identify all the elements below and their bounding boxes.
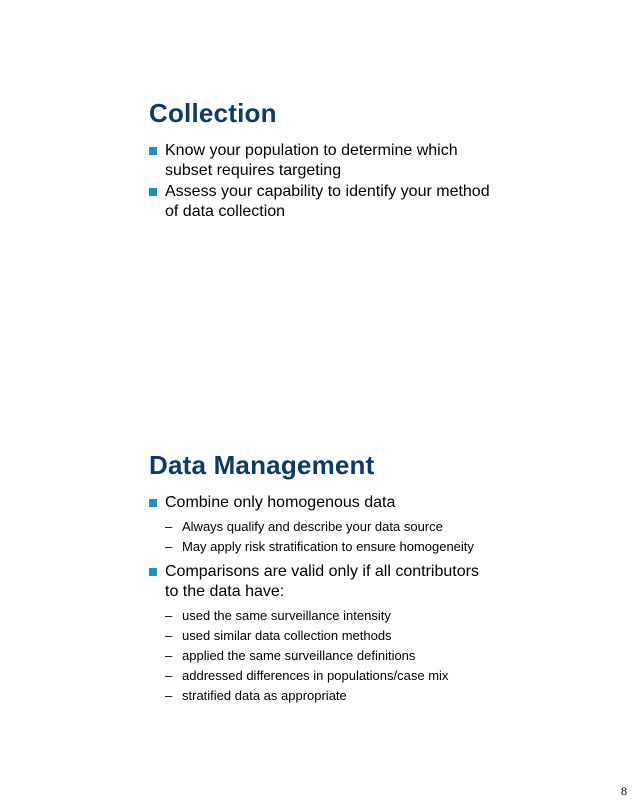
- bullet-line: subset requires targeting: [165, 162, 342, 179]
- slide-title: Collection: [149, 98, 277, 128]
- bullet-item: [149, 141, 609, 181]
- bullet-line: Combine only homogenous data: [165, 494, 396, 511]
- sub-bullet-item: [165, 646, 609, 666]
- sub-bullet-text: stratified data as appropriate: [182, 688, 347, 703]
- bullet-item: [149, 562, 609, 706]
- bullet-list: [149, 141, 609, 222]
- sub-bullet-item: [165, 537, 609, 557]
- sub-bullet-item: [165, 686, 609, 706]
- page-number: 8: [621, 784, 627, 798]
- sub-bullet-text: applied the same surveillance definitions: [182, 648, 416, 663]
- sub-bullet-text: May apply risk stratification to ensure homogeneity: [182, 539, 474, 554]
- bullet-line: of data collection: [165, 203, 286, 220]
- slide-collection: [149, 98, 609, 223]
- sub-bullet-item: [165, 606, 609, 626]
- bullet-list: [149, 493, 609, 706]
- sub-bullet-item: [165, 666, 609, 686]
- sub-bullet-text: Always qualify and describe your data source: [182, 519, 443, 534]
- bullet-line: Know your population to determine which: [165, 142, 458, 159]
- bullet-item: [149, 182, 609, 222]
- bullet-line: Comparisons are valid only if all contributors: [165, 563, 479, 580]
- sub-bullet-item: [165, 517, 609, 537]
- sub-bullet-text: used similar data collection methods: [182, 628, 392, 643]
- square-bullet-icon: [149, 499, 157, 507]
- dash-bullet-icon: –: [165, 628, 173, 643]
- sub-bullet-text: used the same surveillance intensity: [182, 608, 391, 623]
- square-bullet-icon: [149, 188, 157, 196]
- dash-bullet-icon: –: [165, 668, 173, 683]
- dash-bullet-icon: –: [165, 539, 173, 554]
- slide-data-management: [149, 450, 609, 711]
- bullet-line: to the data have:: [165, 583, 285, 600]
- sub-bullet-list: [165, 606, 609, 706]
- sub-bullet-text: addressed differences in populations/case mix: [182, 668, 449, 683]
- dash-bullet-icon: –: [165, 648, 173, 663]
- dash-bullet-icon: –: [165, 688, 173, 703]
- dash-bullet-icon: –: [165, 608, 173, 623]
- slide-title: Data Management: [149, 450, 375, 480]
- bullet-item: [149, 493, 609, 557]
- bullet-line: Assess your capability to identify your method: [165, 183, 490, 200]
- dash-bullet-icon: –: [165, 519, 173, 534]
- sub-bullet-list: [165, 517, 609, 557]
- square-bullet-icon: [149, 147, 157, 155]
- square-bullet-icon: [149, 568, 157, 576]
- sub-bullet-item: [165, 626, 609, 646]
